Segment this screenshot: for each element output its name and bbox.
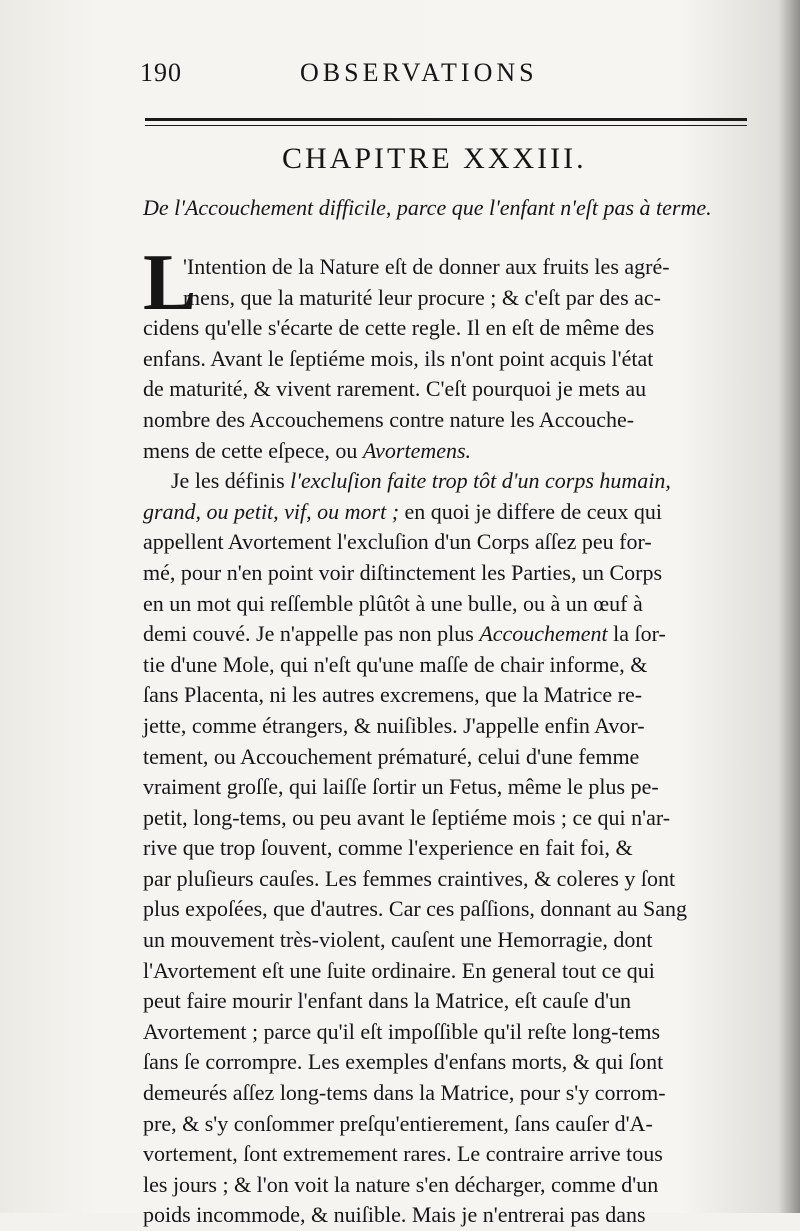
header-rule-thin <box>145 125 747 126</box>
text-segment: mens, que la maturité leur procure ; & c'eſt par des ac- <box>183 284 661 310</box>
text-segment: rive que trop ſouvent, comme l'experience en fait foi, & <box>143 835 633 861</box>
text-segment: demeurés aſſez long-tems dans la Matrice, pour s'y corrom- <box>143 1080 666 1106</box>
text-line <box>143 1139 763 1170</box>
body-text <box>143 239 763 1231</box>
italic-text: Accouchement <box>479 621 608 647</box>
text-line <box>143 466 763 497</box>
text-line <box>143 833 763 864</box>
text-segment: plus expoſées, que d'autres. Car ces paſſions, donnant au Sang <box>143 896 688 922</box>
text-line <box>143 711 763 742</box>
page-number: 190 <box>140 58 182 87</box>
text-line <box>143 1017 763 1048</box>
text-segment: en quoi je differe de ceux qui <box>399 498 662 524</box>
text-segment: ſans Placenta, ni les autres excremens, que la Matrice re- <box>143 682 643 708</box>
text-segment: par pluſieurs cauſes. Les femmes craintives, & coleres y ſont <box>143 865 676 891</box>
text-segment: de maturité, & vivent rarement. C'eſt pourquoi je mets au <box>143 376 647 402</box>
text-line <box>143 344 763 375</box>
text-segment: vraiment groſſe, qui laiſſe ſortir un Fetus, même le plus pe- <box>143 774 659 800</box>
text-segment: demi couvé. Je n'appelle pas non plus <box>143 621 480 647</box>
page-header <box>140 58 750 92</box>
text-line <box>143 986 763 1017</box>
text-segment: appellent Avortement l'excluſion d'un Corps aſſez peu for- <box>143 529 652 555</box>
text-line <box>143 405 763 436</box>
text-segment: Je les définis <box>171 468 291 494</box>
page-edge-shadow <box>778 0 800 1213</box>
text-segment: l'Avortement eſt une ſuite ordinaire. En general tout ce qui <box>143 957 655 983</box>
text-segment: vortement, ſont extremement rares. Le contraire arrive tous <box>143 1141 663 1167</box>
text-line <box>143 803 763 834</box>
text-segment: les jours ; & l'on voit la nature s'en décharger, comme d'un <box>143 1171 659 1197</box>
text-line <box>143 864 763 895</box>
text-line <box>143 497 763 528</box>
text-line <box>143 283 763 314</box>
text-segment: poids incommode, & nuiſible. Mais je n'entrerai pas dans <box>143 1202 646 1228</box>
text-line <box>143 374 763 405</box>
text-line <box>143 313 763 344</box>
text-line <box>143 1170 763 1201</box>
text-line <box>143 589 763 620</box>
text-segment: pre, & s'y conſommer preſqu'entierement, ſans cauſer d'A- <box>143 1110 653 1136</box>
text-line <box>143 894 763 925</box>
drop-cap: L <box>143 239 197 327</box>
text-segment: cidens qu'elle s'écarte de cette regle. Il en eſt de même des <box>143 315 655 341</box>
text-segment: petit, long-tems, ou peu avant le ſeptiéme mois ; ce qui n'ar- <box>143 804 671 830</box>
text-segment: en un mot qui reſſemble plûtôt à une bulle, ou à un œuf à <box>143 590 643 616</box>
text-line <box>143 619 763 650</box>
italic-text: grand, ou petit, vif, ou mort ; <box>143 498 400 524</box>
text-segment: 'Intention de la Nature eſt de donner aux fruits les agré- <box>183 254 670 279</box>
text-line <box>143 1078 763 1109</box>
chapter-title: CHAPITRE XXXIII. <box>282 142 587 175</box>
text-segment: Avortement ; parce qu'il eſt impoſſible qu'il reſte long-tems <box>143 1018 661 1044</box>
text-line <box>143 925 763 956</box>
text-line <box>143 1109 763 1140</box>
italic-text: Avortemens. <box>362 437 472 463</box>
text-segment: peut faire mourir l'enfant dans la Matrice, eſt cauſe d'un <box>143 988 632 1014</box>
text-segment: un mouvement très-violent, cauſent une Hemorragie, dont <box>143 927 653 953</box>
chapter-subtitle: De l'Accouchement difficile, parce que l'enfant n'eſt pas à terme. <box>143 195 712 220</box>
text-line <box>143 650 763 681</box>
text-line <box>143 527 763 558</box>
text-segment: la ſor- <box>607 621 666 647</box>
text-line <box>143 1200 763 1231</box>
text-line <box>143 436 763 467</box>
text-line <box>143 742 763 773</box>
text-segment: jette, comme étrangers, & nuiſibles. J'appelle enfin Avor- <box>143 712 645 738</box>
text-line <box>143 1047 763 1078</box>
italic-text: l'excluſion faite trop tôt d'un corps humain, <box>290 468 671 494</box>
text-segment: tie d'une Mole, qui n'eſt qu'une maſſe de chair informe, & <box>143 651 648 677</box>
text-line <box>143 252 763 283</box>
text-segment: nombre des Accouchemens contre nature les Accouche- <box>143 406 635 432</box>
running-title: OBSERVATIONS <box>300 58 538 87</box>
text-segment: mens de cette eſpece, ou <box>143 437 363 463</box>
text-line <box>143 956 763 987</box>
text-segment: mé, pour n'en point voir diſtinctement les Parties, un Corps <box>143 559 663 585</box>
text-segment: tement, ou Accouchement prématuré, celui d'une femme <box>143 743 640 769</box>
header-rule-thick <box>145 118 747 121</box>
text-segment: enfans. Avant le ſeptiéme mois, ils n'ont point acquis l'état <box>143 345 654 371</box>
text-line <box>143 558 763 589</box>
text-line <box>143 772 763 803</box>
text-line <box>143 680 763 711</box>
text-segment: ſans ſe corrompre. Les exemples d'enfans morts, & qui ſont <box>143 1049 664 1075</box>
